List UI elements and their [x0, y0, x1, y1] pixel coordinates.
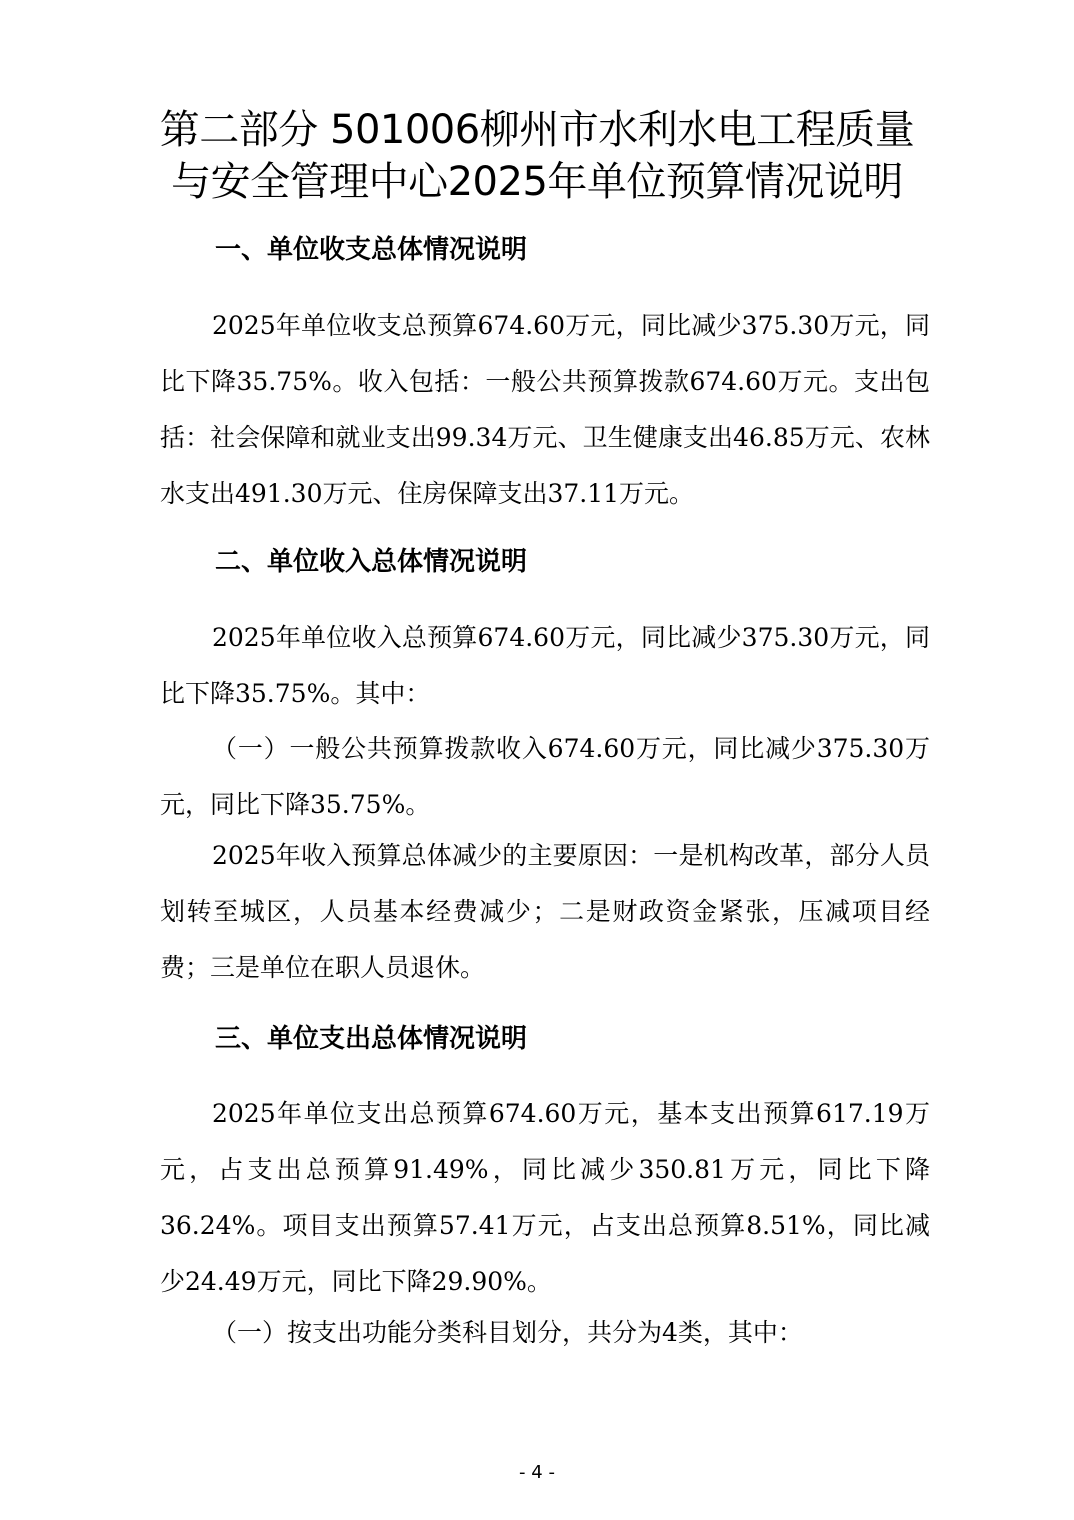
section-2-heading: 二、单位收入总体情况说明 [215, 547, 528, 577]
page-title [120, 104, 954, 208]
section-3-heading: 三、单位支出总体情况说明 [215, 1024, 528, 1054]
page-number: - 4 - [519, 1462, 555, 1483]
title-line-2: 与安全管理中心2025年单位预算情况说明 [171, 159, 903, 205]
section-2-paragraph-2: （一）一般公共预算拨款收入674.60万元，同比减少375.30万元，同比下降35.75%。 [160, 734, 930, 819]
section-3-paragraph-1: 2025年单位支出总预算674.60万元，基本支出预算617.19万元，占支出总预算91.49%，同比减少350.81万元，同比下降36.24%。项目支出预算57.41万元，占支出总预算8.51%，同比减少24.49万元，同比下降29.90%。 [160, 1099, 930, 1296]
section-3-paragraph-2: （一）按支出功能分类科目划分，共分为4类，其中： [212, 1318, 803, 1347]
section-1-paragraph-1: 2025年单位收支总预算674.60万元，同比减少375.30万元，同比下降35.75%。收入包括：一般公共预算拨款674.60万元。支出包括：社会保障和就业支出99.34万元、卫生健康支出46.85万元、农林水支出491.30万元、住房保障支出37.11万元。 [160, 311, 930, 508]
title-line-1: 第二部分 501006柳州市水利水电工程质量 [159, 107, 915, 153]
section-2-paragraph-3: 2025年收入预算总体减少的主要原因：一是机构改革，部分人员划转至城区，人员基本经费减少；二是财政资金紧张，压减项目经费；三是单位在职人员退休。 [160, 841, 930, 982]
section-2-paragraph-1: 2025年单位收入总预算674.60万元，同比减少375.30万元，同比下降35.75%。其中： [160, 623, 930, 708]
section-1-heading: 一、单位收支总体情况说明 [215, 235, 528, 265]
